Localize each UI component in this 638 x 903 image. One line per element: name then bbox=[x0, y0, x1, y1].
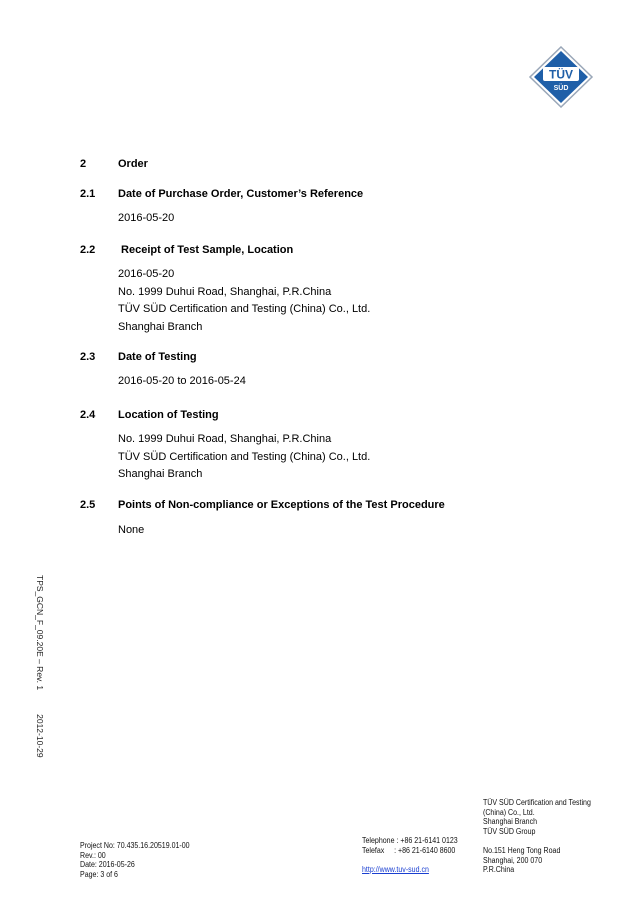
footer-url-wrap bbox=[362, 865, 429, 875]
section-number: 2.2 bbox=[80, 244, 96, 256]
section-body-2-5 bbox=[118, 522, 144, 540]
footer-url-link[interactable]: http://www.tuv-sud.cn bbox=[362, 865, 429, 874]
body-line: No. 1999 Duhui Road, Shanghai, P.R.China bbox=[118, 285, 332, 298]
section-body-2-4 bbox=[118, 431, 370, 484]
body-line: TÜV SÜD Certification and Testing (China) Co., Ltd. bbox=[118, 303, 371, 315]
body-line: 2016-05-20 bbox=[118, 212, 175, 224]
section-body-2-3 bbox=[118, 373, 246, 391]
body-line: No. 1999 Duhui Road, Shanghai, P.R.China bbox=[118, 433, 332, 445]
footer-company-line: Shanghai Branch bbox=[483, 817, 538, 826]
footer-telephone: Telephone : +86 21-6141 0123 bbox=[362, 836, 458, 845]
form-date: 2012-10-29 bbox=[35, 714, 45, 758]
footer-company-line: TÜV SÜD Group bbox=[483, 826, 536, 836]
side-form-code bbox=[33, 575, 45, 758]
section-number: 2.1 bbox=[80, 188, 96, 200]
footer-company-line: TÜV SÜD Certification and Testing bbox=[483, 798, 591, 807]
footer-date: Date: 2016-05-26 bbox=[80, 860, 135, 869]
footer-address bbox=[483, 846, 560, 875]
logo-text-top: TÜV bbox=[549, 67, 573, 82]
section-title: Location of Testing bbox=[118, 409, 219, 421]
footer-company bbox=[483, 798, 591, 836]
section-body-2-2 bbox=[118, 266, 370, 336]
section-body-2-1 bbox=[118, 210, 174, 228]
footer-contact bbox=[362, 836, 458, 855]
form-code: TPS_GCN_F_09.20E – Rev. 1 bbox=[35, 575, 45, 691]
section-title: Receipt of Test Sample, Location bbox=[118, 244, 294, 256]
body-line: Shanghai Branch bbox=[118, 468, 203, 480]
section-title: Order bbox=[118, 158, 148, 170]
body-line: Shanghai Branch bbox=[118, 320, 203, 333]
footer-project-info bbox=[80, 841, 190, 879]
body-line: 2016-05-20 to 2016-05-24 bbox=[118, 375, 246, 387]
section-title: Points of Non-compliance or Exceptions of the Test Procedure bbox=[118, 499, 445, 511]
body-line: None bbox=[118, 524, 145, 536]
footer-address-line: P.R.China bbox=[483, 865, 515, 874]
footer-address-line: Shanghai, 200 070 bbox=[483, 855, 543, 865]
body-line: TÜV SÜD Certification and Testing (China) Co., Ltd. bbox=[118, 450, 371, 463]
section-title: Date of Testing bbox=[118, 351, 197, 363]
tuv-sud-logo bbox=[528, 46, 594, 108]
footer-rev: Rev.: 00 bbox=[80, 850, 106, 860]
body-line: 2016-05-20 bbox=[118, 268, 175, 280]
footer-company-line: (China) Co., Ltd. bbox=[483, 807, 535, 817]
footer-project: Project No: 70.435.16.20519.01-00 bbox=[80, 841, 190, 850]
section-number: 2.3 bbox=[80, 351, 96, 363]
footer-address-line: No.151 Heng Tong Road bbox=[483, 846, 561, 855]
section-number: 2 bbox=[80, 158, 87, 170]
section-title: Date of Purchase Order, Customer’s Reference bbox=[118, 188, 364, 200]
footer-telefax: Telefax : +86 21-6140 8600 bbox=[362, 845, 456, 855]
footer-page: Page: 3 of 6 bbox=[80, 869, 118, 879]
section-number: 2.4 bbox=[80, 409, 96, 421]
logo-text-bottom: SÜD bbox=[553, 85, 569, 92]
section-number: 2.5 bbox=[80, 499, 96, 511]
